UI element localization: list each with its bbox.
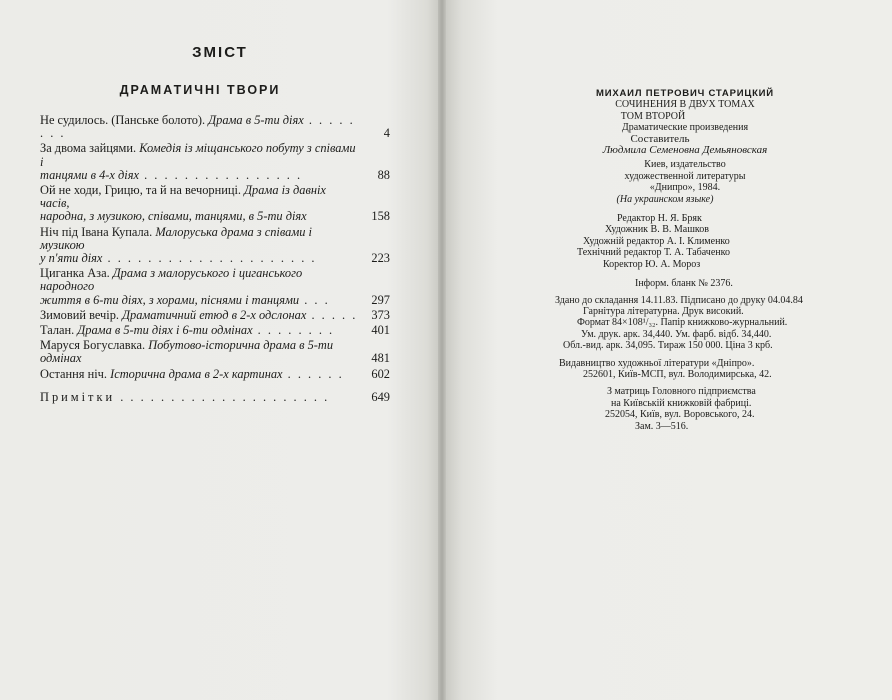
colophon	[555, 88, 815, 432]
toc-entry: Циганка Аза. Драма з малоруського і циганського народного життя в 6-ти діях, з хорами, піснями і танцями . . . 297	[40, 266, 390, 307]
author-name: МИХАИЛ ПЕТРОВИЧ СТАРИЦКИЙ	[596, 88, 774, 99]
printer-line: Зам. 3—516.	[635, 420, 689, 432]
publisher-line: 252601, Київ-МСП, вул. Володимирська, 42.	[583, 368, 772, 380]
compiler-name: Людмила Семеновна Демьяновская	[602, 144, 768, 157]
toc-page-number: 602	[371, 366, 390, 381]
work-title: СОЧИНЕНИЯ В ДВУХ ТОМАХ	[615, 99, 755, 111]
staff-line: Технічний редактор Т. А. Табаченко	[577, 247, 730, 259]
publisher-block	[555, 358, 815, 381]
volume-label: ТОМ ВТОРОЙ	[620, 110, 686, 122]
toc-page-number: 297	[371, 292, 390, 307]
toc-page-number: 88	[377, 167, 390, 182]
book-gutter	[438, 0, 446, 700]
toc-entry: Талан. Драма в 5-ти діях і 6-ти одмінах . . . . . . . . 401	[40, 323, 390, 338]
staff-list	[555, 213, 815, 270]
imprint-line: Гарнітура літературна. Друк високий.	[583, 305, 744, 317]
imprint-line: Обл.-вид. арк. 34,095. Тираж 150 000. Ціна 3 крб.	[563, 340, 773, 352]
toc-entry: Ой не ходи, Грицю, та й на вечорниці. Драма із давніх часів, народна, з музикою, співами, танцями, в 5-ти діях 158	[40, 183, 390, 224]
printer-line: на Київській книжковій фабриці.	[611, 397, 752, 409]
toc-entry: Ніч під Івана Купала. Малоруська драма з співами і музикою у п'яти діях . . . . . . . . . . . . . . . . . . . . . 223	[40, 224, 390, 266]
toc-page-number: 401	[371, 323, 390, 338]
publisher-line-1: Киев, издательство	[644, 159, 726, 171]
toc-page-number: 481	[371, 351, 390, 366]
imprint-line: Ум. друк. арк. 34,440. Ум. фарб. відб. 34,440.	[581, 328, 772, 340]
staff-line: Художній редактор А. І. Клименко	[583, 235, 730, 247]
publisher-line-3: «Днипро», 1984.	[649, 182, 721, 194]
notes-label: Примітки	[40, 389, 116, 404]
table-of-contents	[40, 113, 390, 406]
imprint-line: Здано до складання 14.11.83. Підписано до друку 04.04.84	[555, 294, 803, 306]
staff-line: Художник В. В. Машков	[605, 224, 709, 236]
toc-subtitle: ДРАМАТИЧНІ ТВОРИ	[119, 83, 281, 97]
toc-page-number: 4	[383, 126, 390, 141]
printer-line: З матриць Головного підприємства	[607, 386, 756, 398]
toc-entry: Маруся Богуславка. Побутово-історична драма в 5-ти одмінах 481	[40, 338, 390, 366]
inform-blank: Інформ. бланк № 2376.	[635, 278, 733, 290]
staff-line: Коректор Ю. А. Мороз	[603, 258, 701, 270]
toc-entry: Остання ніч. Історична драма в 2-х картинах . . . . . . 602	[40, 366, 390, 381]
toc-entry: Не судилось. (Панське болото). Драма в 5-ти діях . . . . . . . . 4	[40, 113, 390, 141]
imprint-line: Формат 84×108¹/₃₂. Папір книжково-журнальний.	[577, 317, 788, 329]
genre: Драматические произведения	[621, 122, 749, 134]
printer-line: 252054, Київ, вул. Воровського, 24.	[605, 409, 755, 421]
notes-page: 649	[371, 389, 390, 404]
toc-title: ЗМІСТ	[192, 44, 248, 61]
publisher-line-2: художественной литературы	[624, 170, 746, 182]
toc-entry: За двома зайцями. Комедія із міщанського побуту з співами і танцями в 4-х діях . . . . . . . . . . . . . . . . 88	[40, 141, 390, 182]
toc-page-number: 158	[371, 209, 390, 224]
imprint-block	[555, 295, 815, 352]
toc-entry: Зимовий вечір. Драматичний етюд в 2-х одслонах . . . . . 373	[40, 307, 390, 322]
left-page	[0, 0, 440, 700]
toc-page-number: 373	[371, 307, 390, 322]
toc-entry-notes: Примітки . . . . . . . . . . . . . . . . . . . . . 649	[40, 389, 390, 404]
toc-page-number: 223	[371, 251, 390, 266]
publisher-line: Видавництво художньої літератури «Дніпро».	[559, 357, 755, 369]
staff-line: Редактор Н. Я. Бряк	[617, 213, 702, 225]
compiler-label: Составитель	[630, 132, 690, 145]
printer-block	[555, 386, 815, 432]
language-note: (На украинском языке)	[616, 193, 714, 205]
